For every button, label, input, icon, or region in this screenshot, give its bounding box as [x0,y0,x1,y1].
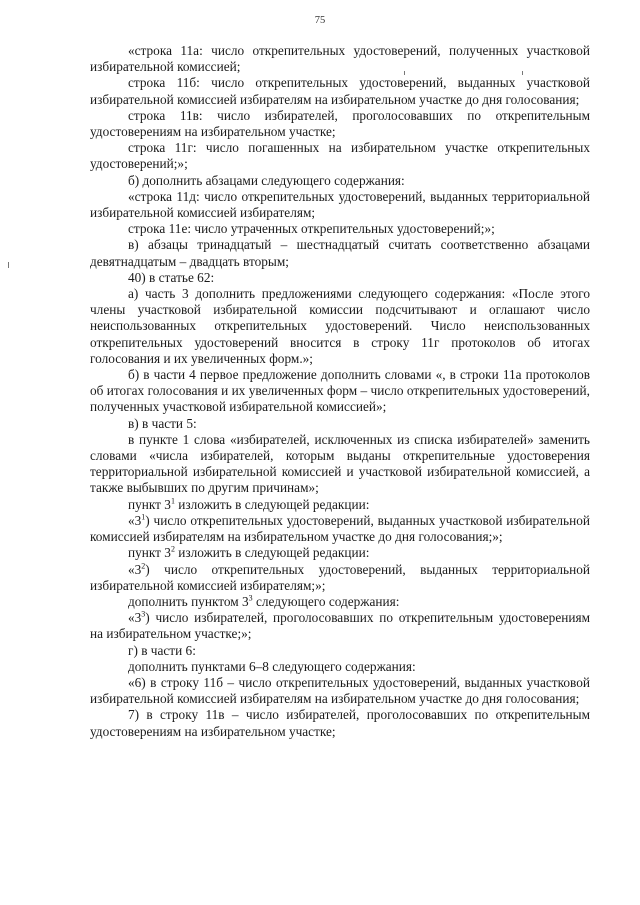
paragraph: г) в части 6: [128,642,196,658]
paragraph: дополнить пунктами 6–8 следующего содержания: [128,658,416,674]
paragraph: в пункте 1 слова «избирателей, исключенных из списка избирателей» заменить словами «числа избирателей, которым выданы открепительные удостоверения территориальной избирательной комиссией и участковой избирательной комиссией, а также выбывших по другим причинам»; [90,431,590,496]
scan-mark [522,71,523,75]
paragraph: б) дополнить абзацами следующего содержания: [128,172,405,188]
text-run: «3 [128,512,142,528]
paragraph: «строка 11а: число открепительных удостоверений, полученных участковой избирательной комиссией; [90,43,590,75]
paragraph [90,513,590,545]
paragraph: строка 11г: число погашенных на избирательном участке открепительных удостоверений;»; [90,140,590,172]
text-run: изложить в следующей редакции: [174,496,370,512]
paragraph: строка 11б: число открепительных удостоверений, выданных участковой избирательной комиссией избирателям на избирательном участке до дня голосования; [90,75,590,107]
paragraph: строка 11е: число утраченных открепительных удостоверений;»; [128,221,495,237]
text-run: ) число открепительных удостоверений, выданных участковой избирательной комиссией избирателям на избирательном участке до дня голосования;»; [90,512,590,545]
superscript: 2 [170,544,175,554]
text-run: изложить в следующей редакции: [174,545,370,561]
text-run: дополнить пунктом 3 [128,593,249,609]
text-run: ) число избирателей, проголосовавших по открепительным удостоверениям на избирательном участке;»; [90,610,590,642]
paragraph: «строка 11д: число открепительных удостоверений, выданных территориальной избирательной комиссией избирателям; [90,188,590,221]
paragraph: б) в части 4 первое предложение дополнить словами «, в строки 11а протоколов об итогах голосования и их увеличенных форм – число открепительных удостоверений, полученных участковой избирательной комиссией»; [90,367,590,415]
paragraph: строка 11в: число избирателей, проголосовавших по открепительным удостоверениям на избирательном участке; [90,107,590,140]
scan-mark [8,262,9,268]
text-run: следующего содержания: [252,593,400,609]
paragraph: 7) в строку 11в – число избирателей, проголосовавших по открепительным удостоверениям на избирательном участке; [90,707,590,739]
text-run: «3 [128,610,142,626]
paragraph [90,545,590,561]
paragraph: а) часть 3 дополнить предложениями следующего содержания: «После этого члены участковой избирательной комиссии подсчитывают и оглашают число неиспользованных открепительных удостоверений. Число неиспользованных открепительных удостоверений вносится в строку 11г протоколов об итогах голосования и их увеличенных форм.»; [90,286,590,366]
superscript: 1 [170,496,175,506]
paragraph: «6) в строку 11б – число открепительных удостоверений, выданных участковой избирательной комиссией избирателям на избирательном участке до дня голосования; [90,674,590,707]
text-run: пункт 3 [128,545,171,561]
text-run: ) число открепительных удостоверений, выданных территориальной избирательной комиссией избирателям;»; [90,561,590,593]
superscript: 2 [141,561,146,571]
paragraph [90,497,590,513]
paragraph: в) абзацы тринадцатый – шестнадцатый считать соответственно абзацами девятнадцатым – двадцать вторым; [90,237,590,269]
paragraph [90,594,590,610]
text-run: пункт 3 [128,496,171,512]
superscript: 3 [248,593,253,603]
superscript: 1 [141,512,146,522]
paragraph: в) в части 5: [128,415,197,431]
scan-mark [404,71,405,75]
text-run: «3 [128,561,142,577]
paragraph [90,562,590,594]
superscript: 3 [141,609,146,619]
paragraph [90,610,590,642]
page-number: 75 [314,15,326,26]
paragraph: 40) в статье 62: [128,269,215,285]
